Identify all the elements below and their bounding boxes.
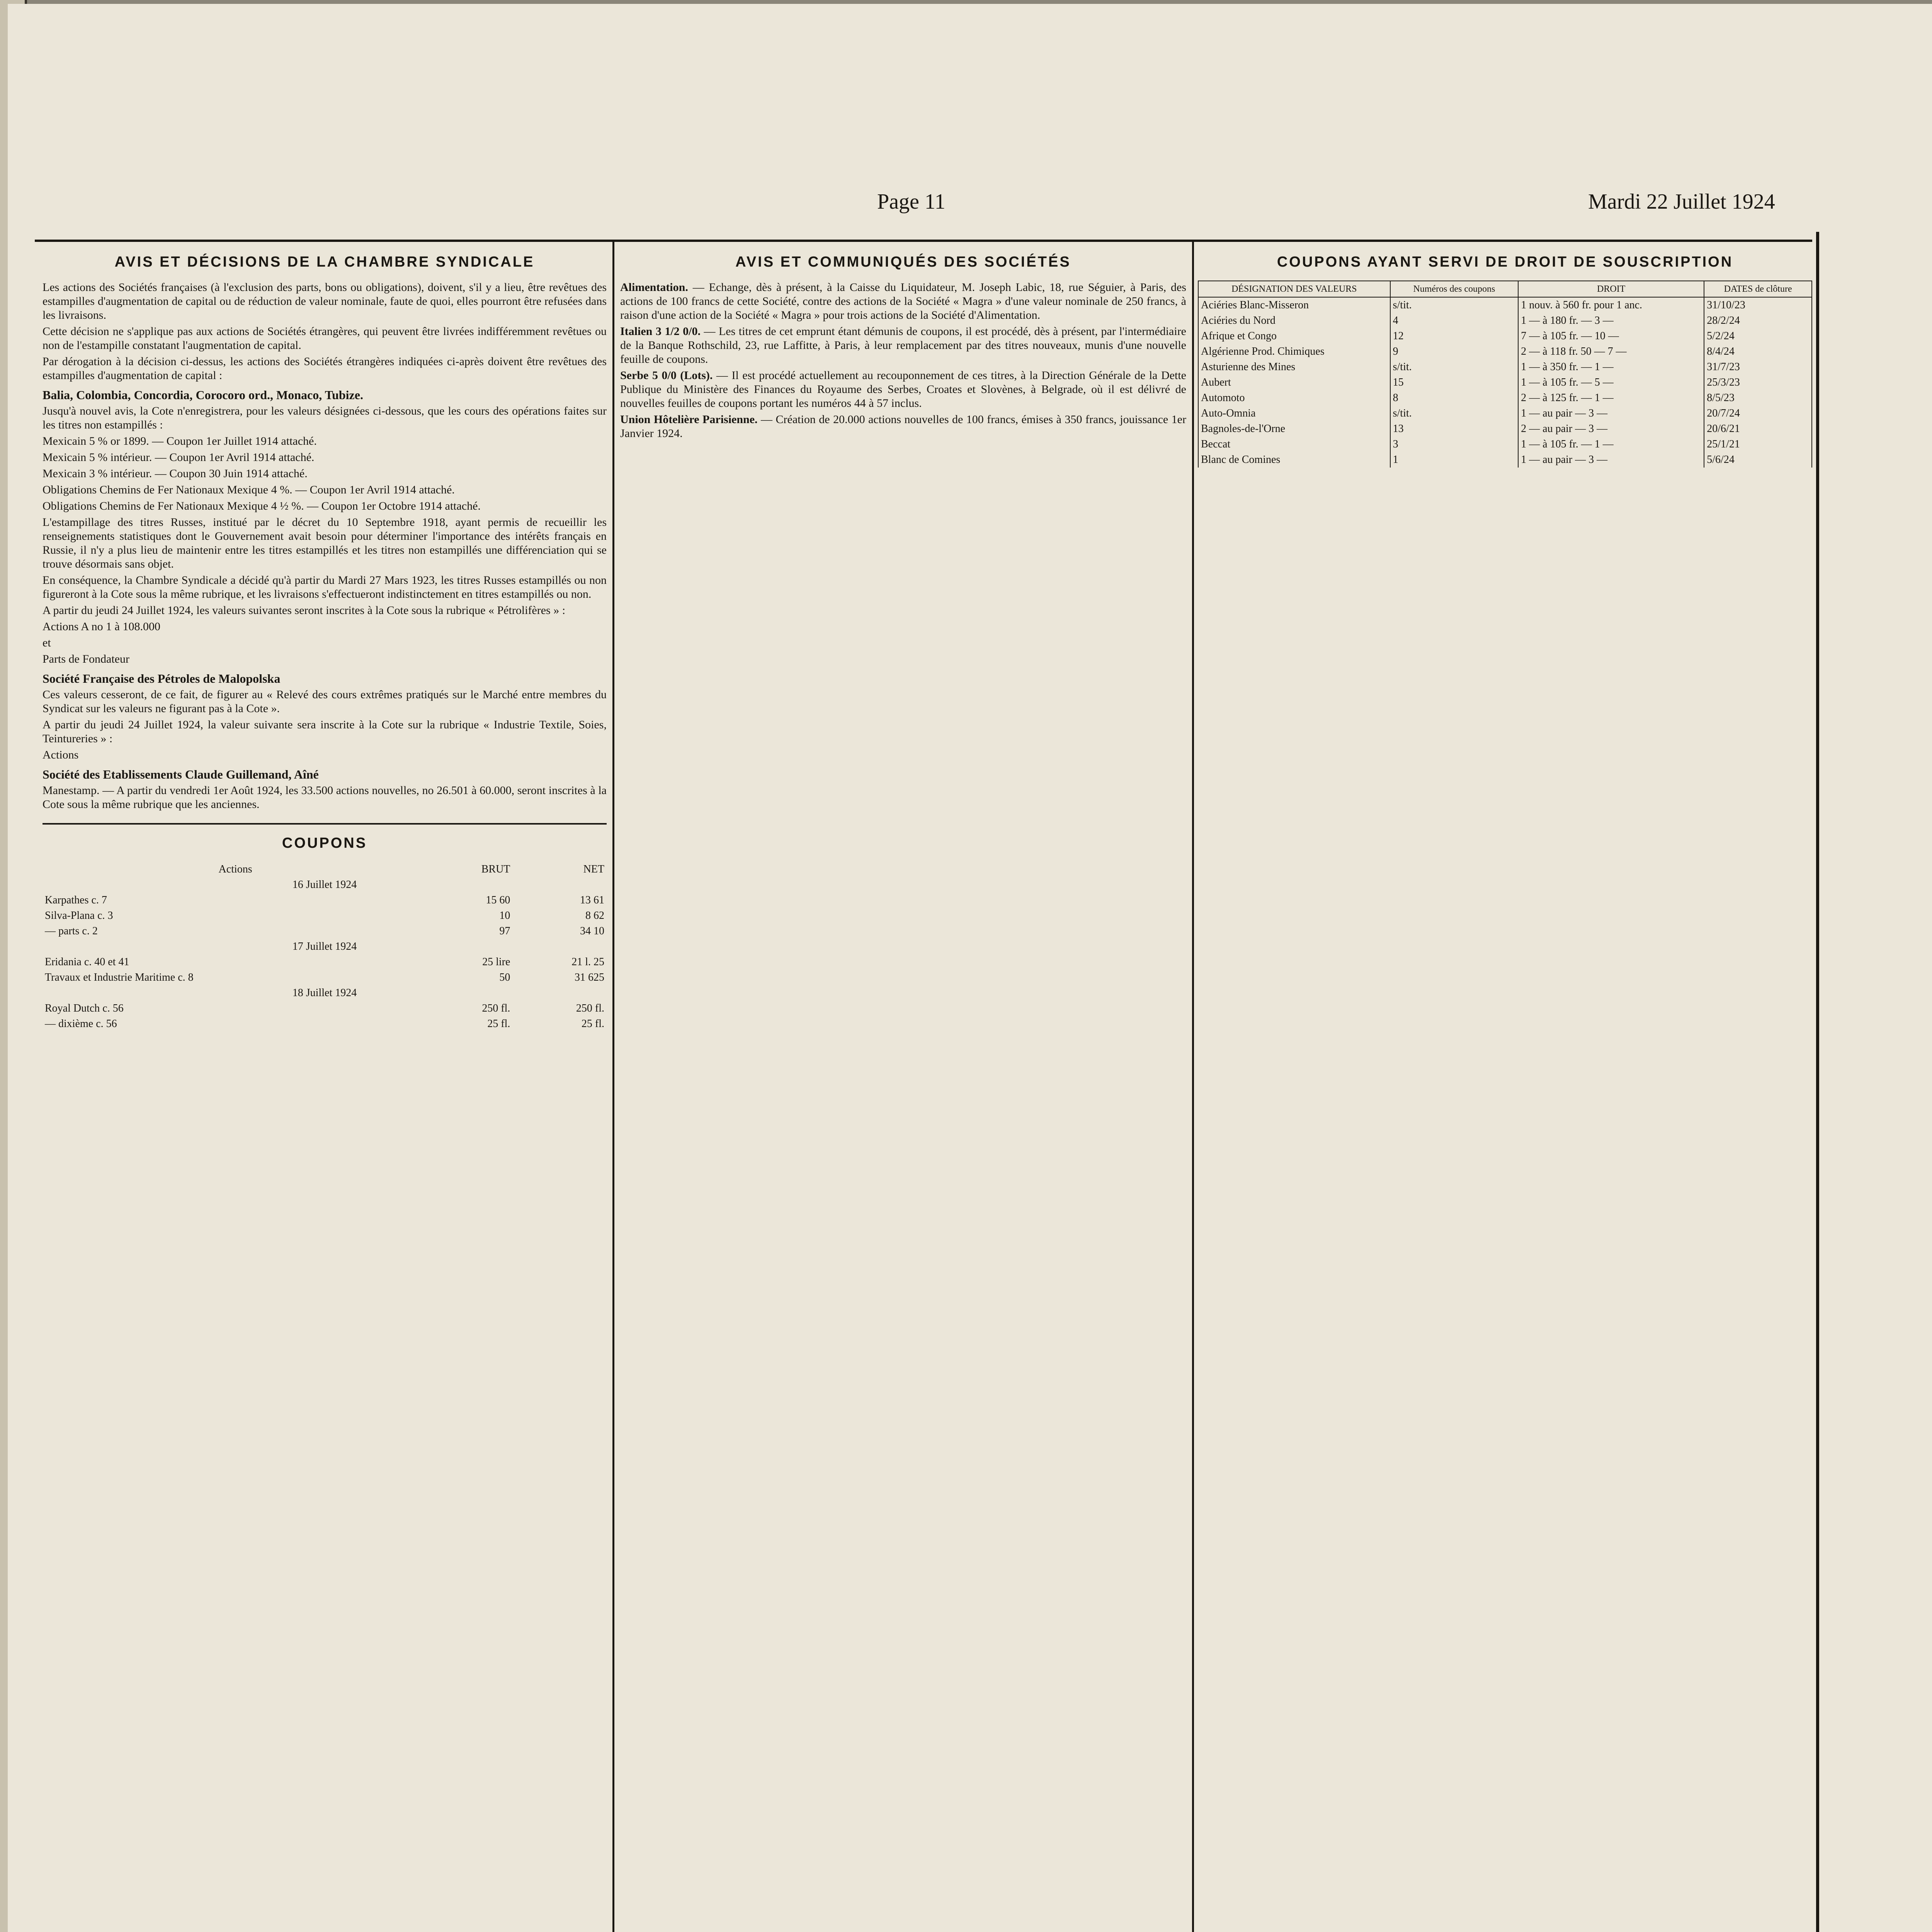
notice-heading: Alimentation. <box>620 281 688 294</box>
table-row: Bagnoles-de-l'Orne 13 2 — au pair — 3 — 20/6/21 <box>1198 421 1812 437</box>
chambre-title: AVIS ET DÉCISIONS DE LA CHAMBRE SYNDICALE <box>114 254 535 270</box>
souscription-title: COUPONS AYANT SERVI DE DROIT DE SOUSCRIPTION <box>1277 254 1733 270</box>
chambre-syndicale-column <box>43 251 607 1932</box>
col-droit: DROIT <box>1518 281 1704 297</box>
table-row: Aciéries Blanc-Misseron s/tit. 1 nouv. à 560 fr. pour 1 anc. 31/10/23 <box>1198 297 1812 313</box>
coupon-date: 16 Juillet 1924 <box>292 879 357 891</box>
table-row: Algérienne Prod. Chimiques 9 2 — à 118 fr. 50 — 7 — 8/4/24 <box>1198 344 1812 359</box>
petroles-line: Parts de Fondateur <box>43 653 129 665</box>
mexicain-item: Mexicain 3 % intérieur. — Coupon 30 Juin 1914 attaché. <box>43 467 308 480</box>
chambre-paragraph: Cette décision ne s'applique pas aux actions de Sociétés étrangères, qui peuvent être livrées indifféremment revêtues ou non de l'estampille constatant l'augmentation de capital. <box>43 325 607 352</box>
table-row: Asturienne des Mines s/tit. 1 — à 350 fr. — 1 — 31/7/23 <box>1198 359 1812 375</box>
column-rule-1 <box>612 240 614 1932</box>
table-row: Travaux et Industrie Maritime c. 8 50 31 625 <box>45 971 604 983</box>
coupons-title: COUPONS <box>282 835 367 851</box>
top-rule <box>35 240 1812 242</box>
souscription-coupons-column <box>1198 251 1812 1797</box>
coupon-date: 17 Juillet 1924 <box>292 940 357 952</box>
petroles-line: Actions A no 1 à 108.000 <box>43 620 160 633</box>
table-row: Aubert 15 1 — à 105 fr. — 5 — 25/3/23 <box>1198 375 1812 390</box>
textile-line: Actions <box>43 748 79 761</box>
col-coupons: Numéros des coupons <box>1390 281 1519 297</box>
table-row: Aciéries du Nord 4 1 — à 180 fr. — 3 — 28/2/24 <box>1198 313 1812 328</box>
column-rule-2 <box>1192 240 1194 1932</box>
table-row: Eridania c. 40 et 41 25 lire 21 l. 25 <box>45 956 604 968</box>
coupons-table <box>43 862 607 1032</box>
coupons-col-brut: BRUT <box>481 863 510 875</box>
notice-heading: Union Hôtelière Parisienne. <box>620 413 758 426</box>
mexicain-item: Obligations Chemins de Fer Nationaux Mexique 4 %. — Coupon 1er Avril 1914 attaché. <box>43 483 455 496</box>
chambre-paragraph: A partir du jeudi 24 Juillet 1924, les valeurs suivantes seront inscrites à la Cote sous la rubrique « Pétrolifères » : <box>43 604 566 617</box>
mexicain-item: Obligations Chemins de Fer Nationaux Mexique 4 ½ %. — Coupon 1er Octobre 1914 attaché. <box>43 500 481 512</box>
chambre-paragraph: A partir du jeudi 24 Juillet 1924, la valeur suivante sera inscrite à la Cote sur la rubrique « Industrie Textile, Soies, Teintureries » : <box>43 718 607 745</box>
notice-heading: Serbe 5 0/0 (Lots). <box>620 369 713 382</box>
notice-text: — Les titres de cet emprunt étant démunis de coupons, il est procédé, dès à présent, par l'intermédiaire de la Banque Rothschild, 23, rue Laffitte, à Paris, à leur remplacement par des titres nouveaux, munis d'une nouvelle feuille de coupons. <box>620 325 1186 366</box>
chambre-paragraph: Manestamp. — A partir du vendredi 1er Août 1924, les 33.500 actions nouvelles, no 26.501 à 60.000, seront inscrites à la Cote sous la même rubrique que les anciennes. <box>43 784 607 811</box>
chambre-paragraph: Ces valeurs cesseront, de ce fait, de figurer au « Relevé des cours extrêmes pratiqués sur le Marché entre membres du Syndicat sur les valeurs ne figurant pas à la Cote ». <box>43 688 607 715</box>
petroles-company: Société Française des Pétroles de Malopolska <box>43 672 281 685</box>
page-number: Page 11 <box>877 190 946 214</box>
table-row: Auto-Omnia s/tit. 1 — au pair — 3 — 20/7/24 <box>1198 406 1812 421</box>
page-date: Mardi 22 Juillet 1924 <box>1588 190 1775 214</box>
col-designation: DÉSIGNATION DES VALEURS <box>1198 281 1390 297</box>
chambre-paragraph: Jusqu'à nouvel avis, la Cote n'enregistrera, pour les valeurs désignées ci-dessous, que les cours des opérations faites sur les titres non estampillés : <box>43 405 607 431</box>
table-row: — parts c. 2 97 34 10 <box>45 925 604 937</box>
chambre-paragraph: En conséquence, la Chambre Syndicale a décidé qu'à partir du Mardi 27 Mars 1923, les titres Russes estampillés ou non figureront à la Cote sous la même rubrique, et les livraisons s'effectueront indistinctement en titres estampillés ou non. <box>43 574 607 600</box>
table-row: Blanc de Comines 1 1 — au pair — 3 — 5/6/24 <box>1198 452 1812 468</box>
chambre-paragraph: Par dérogation à la décision ci-dessus, les actions des Sociétés étrangères indiquées ci-après doivent être revêtues des estampilles d'augmentation de capital : <box>43 355 607 382</box>
coupons-col-actions: Actions <box>218 863 252 875</box>
notice-text: — Création de 20.000 actions nouvelles de 100 francs, émises à 350 francs, jouissance 1er Janvier 1924. <box>620 413 1186 440</box>
societes-title: AVIS ET COMMUNIQUÉS DES SOCIÉTÉS <box>735 254 1071 270</box>
textile-company: Société des Etablissements Claude Guillemand, Aîné <box>43 767 319 781</box>
coupons-col-net: NET <box>583 863 604 875</box>
table-row: Automoto 8 2 — à 125 fr. — 1 — 8/5/23 <box>1198 390 1812 406</box>
coupon-date: 18 Juillet 1924 <box>292 987 357 999</box>
table-row: Karpathes c. 7 15 60 13 61 <box>45 894 604 906</box>
table-row: Beccat 3 1 — à 105 fr. — 1 — 25/1/21 <box>1198 437 1812 452</box>
mexicain-item: Mexicain 5 % or 1899. — Coupon 1er Juillet 1914 attaché. <box>43 435 317 447</box>
notice-text: — Il est procédé actuellement au recouponnement de ces titres, à la Direction Générale de la Dette Publique du Ministère des Finances du Royaume des Serbes, Croates et Slovènes, à Belgrade, où il est délivré de nouvelles feuilles de coupons portant les numéros 44 à 57 inclus. <box>620 369 1186 410</box>
table-row: Silva-Plana c. 3 10 8 62 <box>45 910 604 922</box>
souscription-table <box>1198 281 1812 468</box>
chambre-paragraph: L'estampillage des titres Russes, institué par le décret du 10 Septembre 1918, ayant permis de recueillir les renseignements statistiques dont le Gouvernement avait besoin pour déterminer l'importance des intérêts français en Russie, il n'y a plus lieu de maintenir entre les titres estampillés et les titres non estampillés une différenciation qui se trouve désormais sans objet. <box>43 516 607 570</box>
chambre-list: Balia, Colombia, Concordia, Corocoro ord., Monaco, Tubize. <box>43 388 363 402</box>
societes-column <box>620 251 1186 1932</box>
table-row: Afrique et Congo 12 7 — à 105 fr. — 10 — 5/2/24 <box>1198 328 1812 344</box>
notice-text: — Echange, dès à présent, à la Caisse du Liquidateur, M. Joseph Labic, 18, rue Séguier, à Paris, des actions de 100 francs de cette Société, contre des actions de la Société « Magra » d'une valeur nominale de 250 francs, à raison d'une action de la Société « Magra » pour trois actions de la Société d'Alimentation. <box>620 281 1186 321</box>
chambre-paragraph: Les actions des Sociétés françaises (à l'exclusion des parts, bons ou obligations), doivent, s'il y a lieu, être revêtues des estampilles d'augmentation de capital ou de réduction de valeur nominale, faute de quoi, elles pourront être refusées dans les livraisons. <box>43 281 607 321</box>
col-dates: DATES de clôture <box>1704 281 1812 297</box>
table-row: — dixième c. 56 25 fl. 25 fl. <box>45 1018 604 1030</box>
right-border <box>1816 232 1819 1932</box>
notice-heading: Italien 3 1/2 0/0. <box>620 325 701 338</box>
petroles-line: et <box>43 636 51 649</box>
table-row: Royal Dutch c. 56 250 fl. 250 fl. <box>45 1002 604 1014</box>
mexicain-item: Mexicain 5 % intérieur. — Coupon 1er Avril 1914 attaché. <box>43 451 315 464</box>
